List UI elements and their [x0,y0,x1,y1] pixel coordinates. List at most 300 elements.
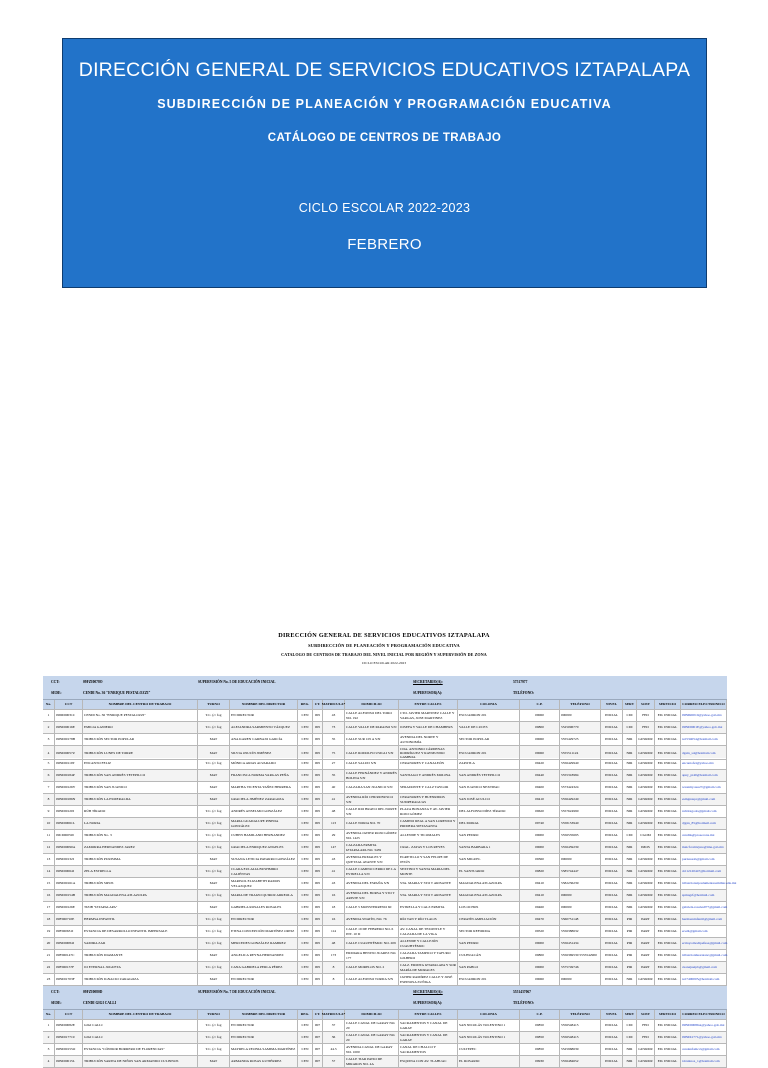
table-cell: MÓNICA ARIAS ALVARADO [230,758,298,770]
table-cell: EN DIRECTOR [230,974,298,986]
table-cell: GIGI CALLI [83,1020,198,1032]
table-cell: 35 [323,734,345,746]
column-header: CCT [55,1010,83,1020]
table-cell: MAT [198,734,230,746]
table-cell: PLAZA BONANZA Y AV. JAVIER ROJO GÓMEZ [399,806,458,818]
table-row [43,1020,727,1032]
table-cell: 09NDI0057Z [55,746,83,760]
table-row [43,1032,727,1044]
table-cell: 005 [313,902,323,914]
table-cell: ERMIARA BENITO JUAREZ NO. 177 [345,950,399,962]
table-cell: CDI [623,722,637,734]
email-link[interactable]: encantofel@yahoo.mx [681,758,727,770]
table-cell: GUSRMZ [637,782,655,794]
table-cell: SAN PEDRO [458,830,520,842]
email-link[interactable]: nct7400005@hotmail.com [681,974,727,986]
table-cell: ANA KAREN CARBAJO GARCÍA [230,734,298,746]
email-link[interactable]: tributcionsiposlumentasamiliar.edu.mx [681,878,727,890]
table-cell: ED. INICIAL [655,914,681,926]
table-cell: 09NDI17719 [55,1032,83,1044]
table-cell: CLARA EULALIA BUSHMIRO CALIÉNTAS [230,866,298,878]
email-link[interactable]: maicfcomtzjare@ime.gob.mx [681,842,727,854]
group-phone-label: TELÉFONO: [513,691,535,695]
table-cell: ED. INICIAL [655,878,681,890]
table-cell: 41 [323,866,345,878]
table-cell: CEN [298,842,313,854]
column-header: REG. [298,700,313,710]
table-cell: 5556459239 [560,842,601,854]
table-cell: 29 [323,830,345,842]
table-cell: CGOM [637,830,655,842]
table-cell: INICIAL [601,926,623,938]
table-cell: AVENIDA SNATÍN, NO. 76 [345,914,399,926]
table-row [43,974,727,986]
email-link[interactable]: apny_pt40@hotmail.com [681,770,727,782]
table-cell: 005 [313,770,323,782]
table-cell: CALLE RODOLFO USIGLI S/N [345,746,399,760]
table-cell: NIR [623,1044,637,1056]
table-cell: 5560751148 [560,914,601,926]
table-cell: MERCEDES GONZÁLEZ RAMIREZ [230,938,298,950]
table-cell: 09NDI0186N [55,794,83,806]
table-cell: ED. INICIAL [655,926,681,938]
table-cell: T.C. (c/ fog [198,830,230,842]
table-cell: 09850 [520,1044,560,1056]
table-cell: ARMANDA ROSAS GUTIÉRREZ [230,1056,298,1068]
table-cell: ANGELICA REYNA HERNANDEZ [230,950,298,962]
column-header: CCT [55,700,83,710]
table-cell: T.C. (c/ fog [198,962,230,974]
table-cell: TRIBUCIÓN DIAMANTE [83,950,198,962]
table-cell: INICIAL [601,1056,623,1068]
table-cell: CEN [298,1056,313,1068]
table-cell: ED. INICIAL [655,902,681,914]
table-cell: SAN MIGUEL [458,854,520,866]
table-row [43,878,737,890]
table-cell: 005 [313,758,323,770]
table-row [43,926,727,938]
table-cell: 09420 [520,758,560,770]
table-cell: 147 [323,842,345,854]
table-cell: JOSEFA Y VALLE DE CHAMBERS [399,722,458,734]
table-cell: 005 [313,782,323,794]
table-cell: CERANORES Y BUENRIDOS SUMPERAGUAS [399,794,458,806]
table-row [43,830,727,842]
table-cell: AVENIDA JAVIER ROJO GÓMEZ NO. 1425 [345,830,399,842]
email-link[interactable]: hermsaninfantil@gmail.com [681,914,727,926]
email-link[interactable]: dgain_sd@hotmail.com [681,746,727,760]
table-cell: CEN [298,914,313,926]
table-cell: 4 [43,746,55,760]
title-banner [62,38,707,288]
table-cell: 09NDI0126Y [55,782,83,794]
table-cell: 005 [313,878,323,890]
table-cell: INICIAL [601,830,623,842]
table-cell: 09410 [520,794,560,806]
table-cell: CANA GABRIELA PERLA PÉREZ [230,962,298,974]
table-row [43,1056,727,1068]
table-cell: CEN [298,758,313,770]
group-supervisor-label: SUPERVISOR(A): [413,691,443,695]
table-cell: 09850 [520,1032,560,1044]
table-cell: 09NDI1703F [55,974,83,986]
column-header: NOMBRE DEL DIRECTOR [230,700,298,710]
column-header: MATRICULA* [323,1010,345,1020]
table-cell: 09440 [520,770,560,782]
catalog-table [43,676,737,1068]
table-cell: CALLE TIAR PATIO DE MIRAROS NO. 4A [345,1056,399,1068]
email-link[interactable]: ecmqcomodipefusa@gmail.com [681,938,727,950]
table-cell: TRIBUCIÓN No. 3 [83,830,198,842]
table-cell: 09NDI0082E [55,1020,83,1032]
table-cell: 09NDI0015L [55,1056,83,1068]
table-cell: 007 [313,1020,323,1032]
table-cell: 09410 [520,878,560,890]
table-cell: ED. INICIAL [655,1032,681,1044]
email-link[interactable]: tdcsninos_1@hotmail.com [681,1056,727,1068]
table-cell: CEN [298,854,313,866]
group-secretary-label: SECRETARIO(A): [413,990,443,994]
banner-subtitle: SUBDIRECCIÓN DE PLANEACIÓN Y PROGRAMACIÓN EDUCATIVA [157,97,612,111]
table-row [43,746,727,758]
table-cell: TRIBUCIÓN LUNES DE TORRE [83,746,198,760]
table-cell: 005 [313,830,323,842]
table-cell: 09460 [520,902,560,914]
table-cell: 21 [43,950,55,962]
table-cell: GUSRMZ [637,794,655,806]
table-cell: NIR [623,794,637,806]
table-cell: 09NDI0132I [55,854,83,866]
table-row [43,806,727,818]
table-cell: SEXTINO Y SANTA MARIA DEL MONTE [399,866,458,878]
table-cell: 09CDI0059I [55,830,83,842]
table-cell: SAN PEDRO [458,938,520,950]
table-cell: INICIAL [601,734,623,746]
group-sede-value: CENDI GIGI CALLI [83,1001,117,1005]
table-cell: AVENIDA CANAL DE GARAY NO. 1000 [345,1044,399,1056]
group-band-2 [43,986,727,1010]
table-cell: 09360 [520,854,560,866]
table-cell: 09FDI0157F [55,962,83,974]
table-cell: CRAL. ZAYAS Y LOS REYES [399,842,458,854]
table-cell: CEN [298,1020,313,1032]
table-cell: 13 [43,854,55,866]
table-cell: GUSRMZ [637,854,655,866]
table-cell: ED. INICIAL [655,722,681,734]
table-cell: 5558153940 [560,818,601,830]
table-cell: MAT [198,746,230,760]
table-cell: 1 [43,710,55,722]
table-cell: 23 [43,974,55,986]
table-cell: CDI [623,830,637,842]
email-link[interactable]: 09NIR0010@yahoo.gob.mx [681,710,727,722]
table-cell: ESTRELLA Y CALZ ERMITA [399,902,458,914]
table-cell: AV. CANAL DE TEZONTLE Y CALZADA DE LA VIGA [399,926,458,938]
table-cell: 09FDI0631I [55,926,83,938]
column-header: No. [43,700,55,710]
email-link[interactable]: dct12120447@hotmail.com [681,866,727,878]
email-link[interactable]: purissssab@gmail.com [681,854,727,866]
table-cell: CALZADA ERMITA IZTAPALAPA NO. 3439 [345,842,399,854]
table-cell: MAT [198,950,230,962]
column-header: CORREO ELECTRONICO [681,1010,727,1020]
table-cell: 09000 [520,842,560,854]
column-header: ENTRE CALLES [399,1010,458,1020]
table-cell: ED. INICIAL [655,1020,681,1032]
table-cell: GUSRMZ [637,758,655,770]
table-cell: 41 [323,794,345,806]
table-cell: 09NDI0178B [55,734,83,746]
table-cell: 09820 [520,866,560,878]
table-cell: PIR [623,962,637,974]
group-sede-label: SEDE: [51,1001,62,1005]
email-link[interactable]: gabriela.rosales977@gmail.com [681,902,727,914]
email-link[interactable]: tributcionhuaratanc@gmail.com [681,950,727,962]
group-secretary-label: SECRETARIO(A): [413,680,443,684]
email-link[interactable]: djgzn_85@hotmail.com [681,818,727,830]
table-cell: DEL MORAL [458,818,520,830]
table-cell: 09620 [520,806,560,818]
table-cell: SAN JOSÉ ACULCO [458,794,520,806]
table-cell: T.C. (c/ fog [198,866,230,878]
table-cell: CDA. ANTONIO CÁRDENAS RODRÍGUEZ Y RAYMUNDO GAMBOA [399,746,458,760]
table-cell: 15 [43,878,55,890]
table-cell: T.C. (c/ fog [198,1020,230,1032]
table-cell: INICIAL [601,758,623,770]
table-row [43,866,727,878]
table-cell: 09NDI0090A [55,842,83,854]
table-row [43,1044,727,1056]
email-link[interactable]: ecedi@gmail.com [681,926,727,938]
table-cell: 5556535695 [560,830,601,842]
table-cell: CEN [298,974,313,986]
table-cell: FRANCISCA NORMA VARGAS PEÑA [230,770,298,782]
table-cell: MARISOL ELIZABETH RAMOS VELAZQUEZ [230,878,298,890]
email-link[interactable]: rubtiragodo@gmail.com [681,806,727,818]
table-cell: NIR [623,746,637,760]
table-cell: CEN [298,722,313,734]
email-link[interactable]: 09NDI001E@yahoo.gob.mx [681,722,727,734]
column-header: TURNO [198,700,230,710]
table-cell: IMOS [637,842,655,854]
table-row [43,962,727,974]
table-cell: CERANORES Y CANALEÓN [399,758,458,770]
table-cell: ED. INICIAL [655,758,681,770]
email-link[interactable]: cuanajuetpb@gmail.com [681,962,727,974]
table-cell: CALLE NORIA NO. 70 [345,818,399,830]
email-link[interactable]: spmagrf@hotmail.com [681,890,727,902]
column-header: TELÉFONO [560,1010,601,1020]
table-cell: 5556369530 5555542900 [560,950,601,962]
table-cell: 005 [313,818,323,830]
table-cell: GIGI CALLI [83,1032,198,1044]
table-cell: EN DIRECTOR [230,914,298,926]
table-cell: ZAPOTLA [458,758,520,770]
table-cell: 18 [323,902,345,914]
table-cell: CEN [298,746,313,760]
table-cell: T.C. (c/ fog [198,722,230,734]
column-header: SERV [623,700,637,710]
table-cell: 35 [323,770,345,782]
table-cell: GUSRMZ [637,806,655,818]
table-cell: EGRETILLO Y SAN FELIPE DE JESÚS [399,854,458,866]
table-cell: ENCANTO FELIZ [83,758,198,770]
doc-header-line3: CATALOGO DE CENTROS DE TRABAJO DEL NIVEL INICIAL POR REGIÓN Y SUPERVISIÓN DE ZONA [281,652,487,657]
table-cell: 09060 [520,734,560,746]
table-cell: 09850 [520,1020,560,1032]
table-cell: 09NDI0184P [55,770,83,782]
table-row [43,818,727,830]
table-cell: CUBEN HAMILAND HERNANDEZ [230,830,298,842]
table-row [43,734,727,746]
table-cell: MARTHA VICENTA YAÑEZ HERRERA [230,782,298,794]
column-header: SOST [637,1010,655,1020]
column-header: CT. [313,700,323,710]
table-cell: ED. INICIAL [655,962,681,974]
table-cell: CALLE SUR 105 A S/N [345,734,399,746]
table-cell: 4 [43,1056,55,1068]
table-cell: TRIBUCIÓN SARITA DE NIÑOS SAN ARMANDO CULINNOS [83,1056,198,1068]
table-cell: 09NDI0126E [55,902,83,914]
table-cell: CEN [298,878,313,890]
table-cell: T.C. (c/ fog [198,914,230,926]
table-cell: GUSRMZ [637,1044,655,1056]
table-cell: ED. INICIAL [655,782,681,794]
column-header: NOMBRE DEL CENTRO DE TRABAJO [83,1010,198,1020]
table-cell: NIR [623,806,637,818]
table-cell: ALLENDE Y CALLEJÓN CUAUHTÉMOC [399,938,458,950]
group-sede-label: SEDE: [51,691,62,695]
group-cct-label: CCT: [51,990,60,994]
table-row [43,794,727,806]
table-cell: CEN [298,830,313,842]
table-cell: CEN [298,734,313,746]
table-cell: 09NDI0119T [55,758,83,770]
table-cell: TRIBUCIÓN MAGDALENA ATLAZOLPA [83,890,198,902]
table-cell: 27 [323,758,345,770]
table-cell: 005 [313,842,323,854]
table-cell: ED. INICIAL [655,866,681,878]
table-cell: SAMIRA ZAR [83,938,198,950]
email-link[interactable]: cendenfamcci@gmail.com [681,1044,727,1056]
email-link[interactable]: 09NDi1771@yahoo.gob.mx [681,1032,727,1044]
table-cell: MAT [198,974,230,986]
table-cell: T.C. (c/ fog [198,938,230,950]
table-cell: 000000 [560,854,601,866]
table-cell: TRIBUCIÓN SECTOR POPULAR [83,734,198,746]
column-header: SERV [623,1010,637,1020]
column-header: NIVEL [601,700,623,710]
table-cell: VALLE DE LUCES [458,722,520,734]
email-link[interactable]: wasnmy.sua27@gmail.com [681,782,727,794]
table-cell: NIR [623,1056,637,1068]
table-cell: T.C. (c/ fog [198,842,230,854]
table-cell: NIR [623,866,637,878]
table-cell: AVENIDA RÍO CHURUBUSCO S/N [345,794,399,806]
table-cell: GUSRMZ [637,1056,655,1068]
column-header: SERVICIO [655,1010,681,1020]
table-cell: 09NDI0016E [55,722,83,734]
table-cell: 09470 [520,914,560,926]
table-cell: ESCUADRON 201 [458,974,520,986]
table-cell: 09NDI0154B [55,890,83,902]
group-secretary-value: 5551437067 [513,990,531,994]
table-cell: INICIAL [601,794,623,806]
table-cell: CEN [298,866,313,878]
group-secretary-value: 57517977 [513,680,528,684]
table-cell: 005 [313,938,323,950]
table-cell: 005 [313,962,323,974]
table-cell: AVENIDA ERMALES Y QUETZAL AVANTE S/N [345,854,399,866]
table-cell: 11 [43,830,55,842]
table-cell: GRACIELA JIMÉNEZ ZARAGOZA [230,794,298,806]
table-cell: ESTANCIA DE DESARROLLO INFANTIL IMPERSALE [83,926,198,938]
email-link[interactable]: esmgnsupr@gmail.com [681,794,727,806]
table-cell: CEN [298,1032,313,1044]
table-cell: 18 [43,914,55,926]
column-header: REG. [298,1010,313,1020]
column-header: TURNO [198,1010,230,1020]
table-cell: CALLE MORELOS NO. 2 [345,962,399,974]
email-link[interactable]: 09NDI0086A@yahoo.gob.mx [681,1020,727,1032]
table-cell: PIR [623,914,637,926]
table-cell: SECTOR POPULAR [458,734,520,746]
table-cell: SILVIA OSUCÍN JIMÉNEZ [230,746,298,760]
email-link[interactable]: nct534054@hotmail.com [681,734,727,746]
table-cell: MARIA GUADALUPE PINEDA GONZÁLEZ [230,818,298,830]
table-cell: 005 [313,734,323,746]
column-header: COLONIA [458,1010,520,1020]
table-cell: 73 [323,722,345,734]
table-cell: ED. INICIAL [655,806,681,818]
table-cell: TRIBUCIÓN SIPOS [83,878,198,890]
group-supervisor-label: SUPERVISOR(A): [413,1001,443,1005]
table-cell: 5556429940 [560,758,601,770]
table-cell: 7 [43,782,55,794]
table-cell: ALLENDE Y TICOMALES [399,830,458,842]
table-cell: 5556548415 [560,1020,601,1032]
table-cell: 5525096770 [560,722,601,734]
table-cell: 5575749746 [560,962,601,974]
table-cell: GABRIELA ROSALES ROSALES [230,902,298,914]
table-header [43,700,727,710]
table-cell: NIR [623,842,637,854]
table-cell: 09410 [520,890,560,902]
table-cell: 09000 [520,962,560,974]
table-cell: 000000 [560,710,601,722]
email-link[interactable]: cendiis@prosecons.mx [681,830,727,842]
table-cell: CALLE RIO BRAVO DEL NORTE S/N [345,806,399,818]
table-cell: 3 [43,1044,55,1056]
table-cell: 005 [313,950,323,962]
table-cell: 09740 [520,818,560,830]
table-cell: MAT [198,902,230,914]
table-cell: EMILIA GANIERO [83,722,198,734]
table-cell: GUSRMZ [637,974,655,986]
table-cell: MAT [198,794,230,806]
table-cell: NIR [623,758,637,770]
table-cell: PIR [623,938,637,950]
table-cell: STA. MARIA Y STO T ARISANTE [399,890,458,902]
table-cell: 9 [43,806,55,818]
table-cell: MAYRELA ZEONIA SAMIMA MARTÍNEZ [230,1044,298,1056]
table-cell: 36 [323,1032,345,1044]
table-row [43,842,727,854]
table-cell: 09NDI0155O [55,1044,83,1056]
table-cell: 09000 [520,938,560,950]
table-cell: PART [637,962,655,974]
table-row [43,890,727,902]
